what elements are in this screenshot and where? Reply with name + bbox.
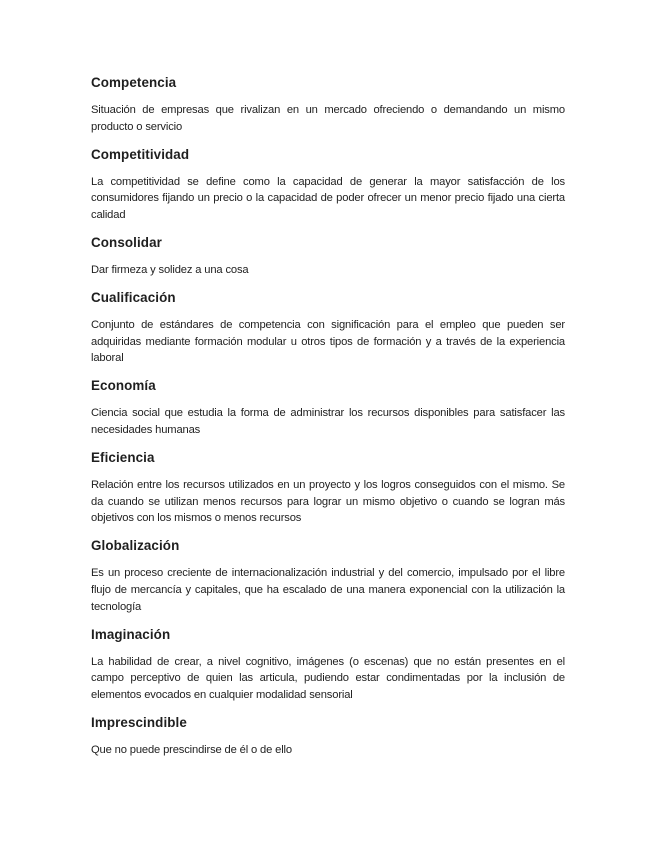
glossary-entry-consolidar	[91, 234, 565, 279]
term-heading: Cualificación	[91, 289, 176, 305]
term-heading: Economía	[91, 378, 156, 394]
glossary-entry-economia	[91, 377, 565, 439]
glossary-page	[91, 74, 565, 769]
term-definition: Que no puede prescindirse de él o de ello	[91, 743, 292, 756]
glossary-entry-cualificacion	[91, 289, 565, 367]
term-definition: Ciencia social que estudia la forma de administrar los recursos disponibles para satisfacer las necesidades humanas	[91, 407, 565, 436]
term-definition: La competitividad se define como la capacidad de generar la mayor satisfacción de los consumidores fijando un precio o la capacidad de poder ofrecer un menor precio fijado una cierta calidad	[91, 175, 565, 222]
term-definition: Dar firmeza y solidez a una cosa	[91, 263, 249, 276]
term-heading: Competencia	[91, 75, 177, 90]
glossary-entry-imaginacion	[91, 626, 565, 704]
term-heading: Imaginación	[91, 626, 171, 642]
term-heading: Globalización	[91, 538, 180, 554]
glossary-entry-eficiencia	[91, 449, 565, 527]
term-definition: Es un proceso creciente de internacionalización industrial y del comercio, impulsado por el libre flujo de mercancía y capitales, que ha escalado de una manera exponencial con la utilización la tecnología	[91, 567, 565, 613]
term-definition: Situación de empresas que rivalizan en un mercado ofreciendo o demandando un mismo producto o servicio	[91, 104, 565, 133]
term-heading: Competitividad	[91, 146, 190, 162]
term-definition: Conjunto de estándares de competencia con significación para el empleo que pueden ser adquiridas mediante formación modular u otros tipos de formación y a través de la experiencia laboral	[91, 318, 565, 365]
glossary-entry-competencia	[91, 74, 565, 136]
glossary-entry-competitividad	[91, 146, 565, 224]
term-definition: Relación entre los recursos utilizados en un proyecto y los logros conseguidos con el mismo. Se da cuando se utilizan menos recursos para lograr un mismo objetivo o cuando se logran más objetivos con los mismos o menos recursos	[91, 478, 565, 525]
term-definition: La habilidad de crear, a nivel cognitivo, imágenes (o escenas) que no están presentes en el campo perceptivo de quien las articula, pudiendo estar condimentadas por la inclusión de elementos evocados en cualquier modalidad sensorial	[91, 655, 565, 702]
term-heading: Eficiencia	[91, 449, 155, 465]
term-heading: Consolidar	[91, 234, 162, 250]
glossary-entry-globalizacion	[91, 537, 565, 615]
glossary-entry-imprescindible	[91, 714, 565, 759]
term-heading: Imprescindible	[91, 714, 187, 730]
